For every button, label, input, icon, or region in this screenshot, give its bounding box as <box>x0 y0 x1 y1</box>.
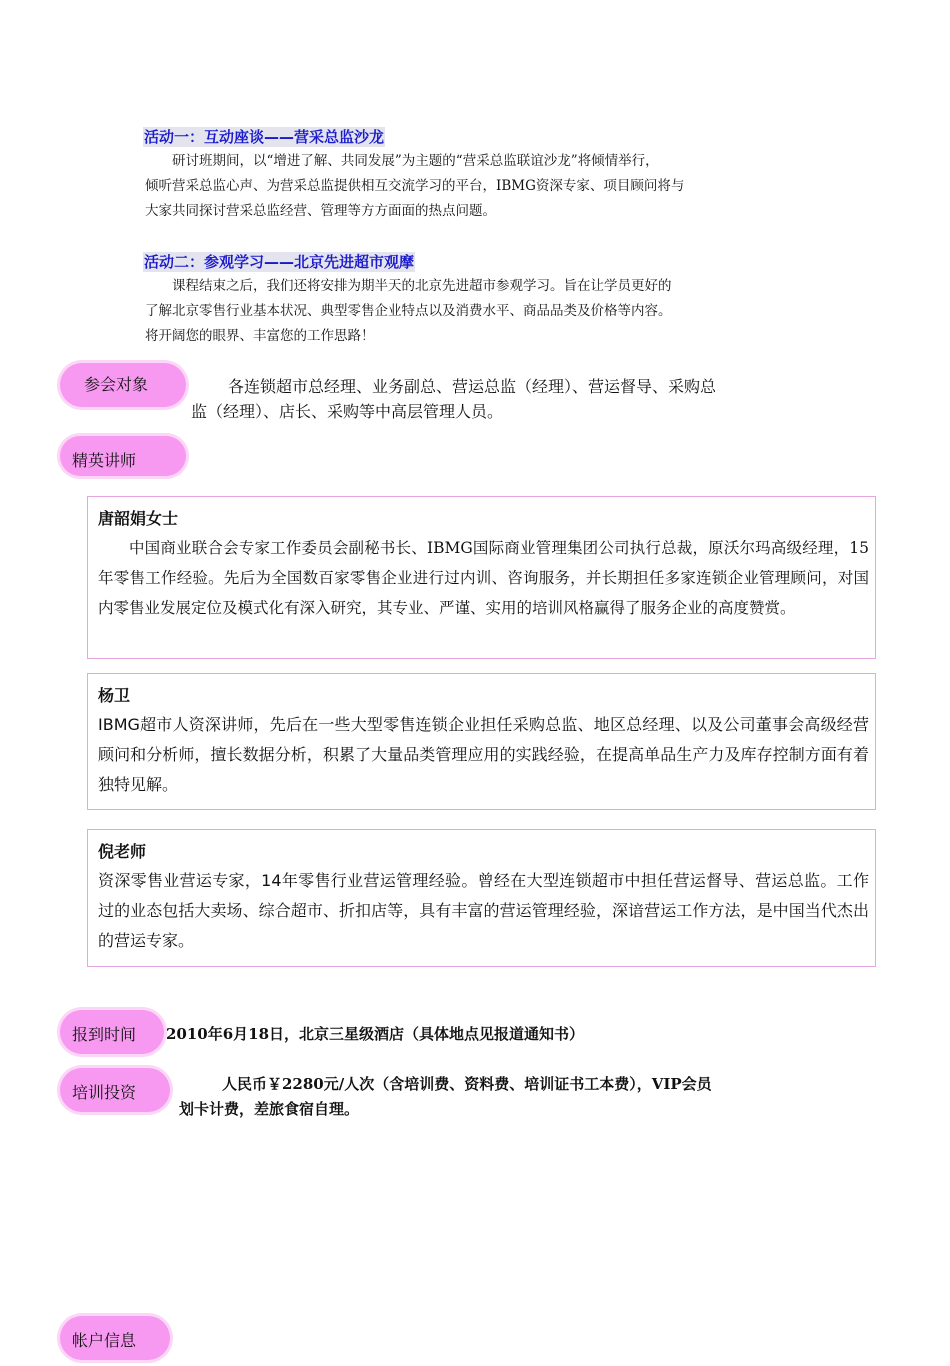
attendees-line-1: 各连锁超市总经理、业务副总、营运总监（经理）、营运督导、采购总 <box>228 377 717 396</box>
lecturer-2-name: 杨卫 <box>98 686 131 705</box>
lecturer-1-bio: 中国商业联合会专家工作委员会副秘书长、IBMG国际商业管理集团公司执行总裁，原沃尔玛高级经理，15年零售工作经验。先后为全国数百家零售企业进行过内训、咨询服务，并长期担任多家连锁企业管理顾问，对国内零售业发展定位及模式化有深入研究，其专业、严谨、实用的培训风格赢得了服务企业的高度赞赏。 <box>98 539 869 617</box>
registration-label: 报到时间 <box>60 1010 164 1054</box>
lecturer-card-3 <box>87 829 876 967</box>
lecturer-card-2 <box>87 673 876 810</box>
registration-text: 2010年6月18日，北京三星级酒店（具体地点见报道通知书） <box>166 1025 585 1043</box>
lecturers-label: 精英讲师 <box>60 436 186 476</box>
lecturer-3-name: 倪老师 <box>98 842 147 861</box>
activity-2-line-2: 了解北京零售行业基本状况、典型零售企业特点以及消费水平、商品品类及价格等内容。 <box>145 303 672 319</box>
activity-2-body <box>145 274 825 349</box>
activity-1-line-2: 倾听营采总监心声、为营采总监提供相互交流学习的平台，IBMG资深专家、项目顾问将与 <box>145 178 685 194</box>
fee-line-2: 划卡计费，差旅食宿自理。 <box>179 1100 360 1118</box>
fee-line-1: 人民币￥2280元/人次（含培训费、资料费、培训证书工本费），VIP会员 <box>222 1075 712 1093</box>
lecturer-3-bio: 资深零售业营运专家，14年零售行业营运管理经验。曾经在大型连锁超市中担任营运督导、营运总监。工作过的业态包括大卖场、综合超市、折扣店等，具有丰富的营运管理经验，深谙营运工作方法，是中国当代杰出的营运专家。 <box>98 871 869 950</box>
activity-1-line-3: 大家共同探讨营采总监经营、管理等方方面面的热点问题。 <box>145 203 496 219</box>
fee-label: 培训投资 <box>60 1068 170 1112</box>
activity-2-line-1: 课程结束之后，我们还将安排为期半天的北京先进超市参观学习。旨在让学员更好的 <box>172 278 672 294</box>
lecturer-2-bio: IBMG超市人资深讲师，先后在一些大型零售连锁企业担任采购总监、地区总经理、以及公司董事会高级经营顾问和分析师，擅长数据分析，积累了大量品类管理应用的实践经验，在提高单品生产力及库存控制方面有着独特见解。 <box>98 715 869 794</box>
activity-2-title: 活动二：参观学习——北京先进超市观摩 <box>144 253 415 271</box>
account-label: 帐户信息 <box>60 1316 170 1360</box>
activity-2-line-3: 将开阔您的眼界、丰富您的工作思路！ <box>145 328 375 344</box>
attendees-line-2: 监（经理）、店长、采购等中高层管理人员。 <box>191 402 504 421</box>
activity-1-line-1: 研讨班期间，以“增进了解、共同发展”为主题的“营采总监联谊沙龙”将倾情举行， <box>172 153 659 169</box>
lecturer-card-1 <box>87 496 876 659</box>
attendees-label: 参会对象 <box>60 363 186 407</box>
activity-1-title: 活动一：互动座谈——营采总监沙龙 <box>144 128 385 146</box>
activity-1-body <box>145 149 825 224</box>
lecturer-1-name: 唐韶娟女士 <box>98 509 179 528</box>
